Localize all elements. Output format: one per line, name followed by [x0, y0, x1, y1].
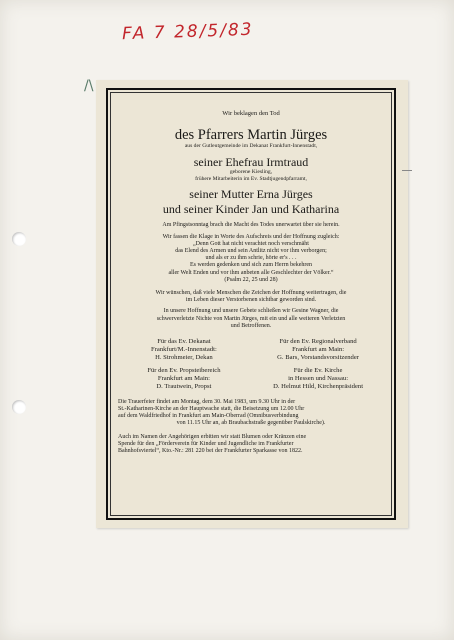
punch-hole-top	[12, 232, 26, 246]
newspaper-clipping	[96, 80, 408, 528]
quote-line: und als er zu ihm schrie, hörte er's . . .	[205, 255, 297, 262]
signatory-regionalverband: Für den Ev. Regionalverband Frankfurt am Main: G. Bars, Vorstandsvorsitzender	[277, 338, 359, 361]
signatory-dekanat: Für das Ev. Dekanat Frankfurt/M.-Innenstadt: H. Strohmeier, Dekan	[151, 338, 217, 361]
children-heading: und seiner Kinder Jan und Katharina	[162, 202, 340, 217]
pastor-heading: des Pfarrers Martin Jürges	[174, 127, 328, 143]
donation-request: Auch im Namen der Angehörigen erbitten wir statt Blumen oder Kränzen eine Spende für den „Förderverein für Kinder und Jugendliche im Frankfurter Bahnhofsviertel“, Kto.-Nr.: 281 220 bei der Frankfurter Sparkasse von 1822.	[118, 433, 307, 455]
psalm-quote	[118, 241, 384, 284]
quote-line: aller Welt Enden und vor ihm anbeten alle Geschlechter der Völker.“	[168, 269, 334, 276]
wife-subtitle-1: geborene Kiesling,	[229, 168, 273, 175]
signatories-row-1	[122, 338, 380, 361]
signatories-row-2	[122, 367, 380, 390]
margin-mark: /\	[84, 78, 94, 94]
quote-reference: (Psalm 22, 25 und 28)	[224, 276, 278, 283]
paragraph-pentecost: Am Pfingstsonntag brach die Macht des Todes unerwartet über sie herein.	[162, 222, 340, 229]
wife-heading: seiner Ehefrau Irmtraud	[193, 154, 309, 169]
wife-subtitle-2: frühere Mitarbeiterin im Ev. Stadtjugendpfarramt,	[195, 175, 307, 182]
paragraph-lament: Wir fassen die Klage in Worte des Aufschreis und der Hoffnung zugleich:	[162, 233, 340, 240]
pastor-subtitle: aus der Gutleutgemeinde im Dekanat Frankfurt-Innenstadt,	[184, 143, 318, 149]
signatory-landeskirche: Für die Ev. Kirche in Hessen und Nassau: D. Helmut Hild, Kirchenpräsident	[273, 367, 364, 391]
paragraph-hope: Wir wünschen, daß viele Menschen die Zeichen der Hoffnung weitertragen, die im Leben dieser Verstorbenen sichtbar geworden sind.	[155, 290, 347, 304]
quote-line: das Elend des Armen und sein Antlitz nicht vor ihm verborgen;	[175, 248, 327, 254]
funeral-details: Die Trauerfeier findet am Montag, dem 30. Mai 1983, um 9.30 Uhr in der St.-Katharinen-Kirche an der Hauptwache statt, die Beisetzung um 12.00 Uhr auf dem Waldfriedhof in Frankfurt am Main-Oberrad (Omnibusverbindung von 11.15 Uhr an, ab Braubachstraße gegenüber Paulskirche).	[118, 398, 326, 427]
punch-hole-bottom	[12, 400, 26, 414]
adjacent-column-rule	[402, 170, 412, 171]
paragraph-prayers: In unsere Hoffnung und unsere Gebete schließen wir Gesine Wagner, die schwerverletzte Nichte von Martin Jürges, mit ein und alle weiteren Verletzten und Betroffenen.	[156, 308, 346, 329]
quote-line: Es werden gedenken und sich zum Herrn bekehren	[189, 262, 313, 269]
quote-line: „Denn Gott hat nicht verachtet noch verschmäht	[193, 240, 309, 247]
mother-heading: seiner Mutter Erna Jürges	[189, 187, 313, 202]
obituary-frame	[106, 88, 396, 520]
handwritten-archive-note: FA 7 28/5/83	[121, 19, 254, 45]
intro-line: Wir beklagen den Tod	[222, 110, 280, 117]
signatory-propsteibereich: Für den Ev. Propsteibereich Frankfurt am Main: D. Trautwein, Propst	[147, 367, 221, 391]
